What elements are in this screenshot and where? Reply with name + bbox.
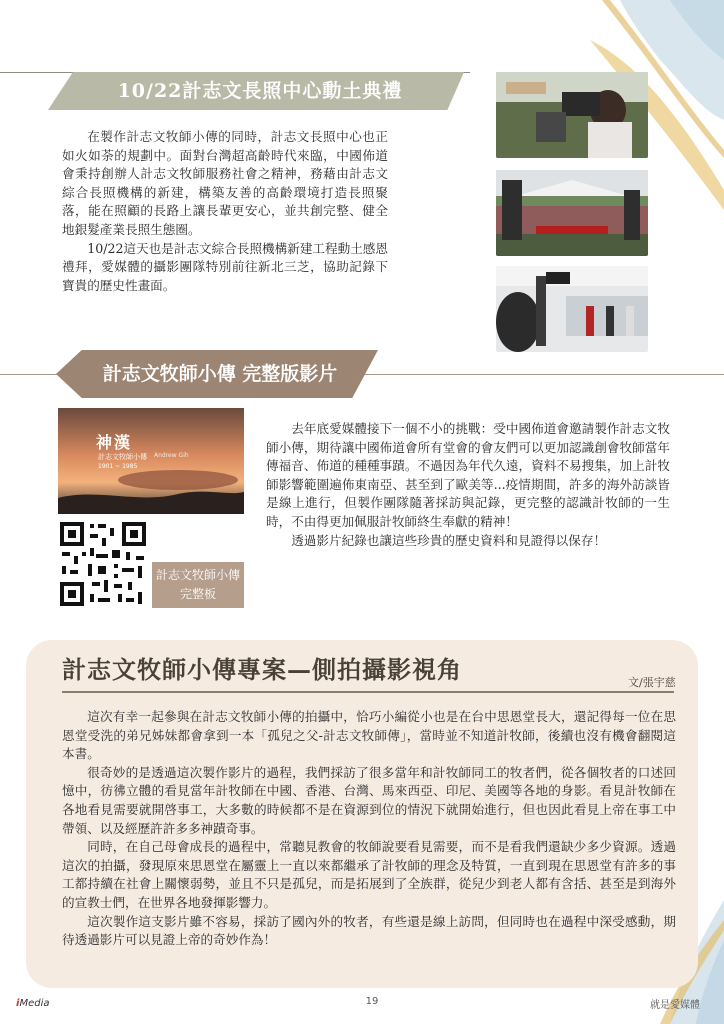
qr-code-label [152, 562, 244, 608]
section2-title: 計志文牧師小傳 完整版影片 [102, 363, 338, 385]
page-number: 19 [365, 996, 379, 1007]
groundbreaking-photo-cameraman [496, 72, 648, 158]
section2-paragraph: 去年底愛媒體接下一個不小的挑戰：受中國佈道會邀請製作計志文牧師小傳，期待讓中國佈道會所有堂會的會友們可以更加認識創會牧師當年傳福音、佈道的種種事蹟。不過因為年代久遠，資料不易搜集，加上計牧師影響範圍遍佈東南亞、甚至到了歐美等...疫情期間，許多的海外訪談皆是線上進行，但製作團隊隨著採訪與記錄，更完整的認識計牧師的一生時，不由得更加佩服計牧師終生奉獻的精神！ [266, 421, 670, 529]
thumbnail-subtitle: 計志文牧師小傳 [98, 453, 147, 461]
qr-label-line1: 計志文牧師小傳 [155, 568, 240, 582]
section1-paragraph: 在製作計志文牧師小傳的同時，計志文長照中心也正如火如荼的規劃中。面對台灣超高齡時代來臨，中國佈道會秉持創辦人計志文牧師服務社會之精神，務藉由計志文綜合長照機構的新建，構築友善的高齡環境打造長照聚落，能在照顧的長路上讓長輩更安心，並共創完整、健全地銀髮產業長照生態圈。 [62, 129, 388, 237]
section2-paragraph: 透過影片紀錄也讓這些珍貴的歷史資料和見證得以保存！ [291, 532, 607, 548]
footer-brand-text: 就是愛媒體 [650, 1000, 700, 1011]
thumbnail-english: Andrew Gih [154, 452, 189, 459]
section3-title: 計志文牧師小傳專案—側拍攝影視角 [62, 655, 462, 684]
section1-body [62, 128, 388, 295]
qr-label-line2: 完整板 [179, 587, 216, 601]
qr-code[interactable] [58, 520, 148, 608]
section3-paragraph: 同時，在自己母會成長的過程中，常聽見教會的牧師說要看見需要，而不是看我們還缺少多少資源。透過這次的拍攝，發現原來思恩堂在屬靈上一直以來都繼承了計牧師的理念及特質，一直到現在思恩堂有許多的事工都持續在社會上關懷弱勢，並且不只是孤兒，而是拓展到了全族群，從兒少到老人都有含括、甚至是到海外的宣教士們，在世界各地發揮影響力。 [62, 839, 676, 910]
sunset-thumbnail-image [58, 408, 244, 514]
section3-body [62, 708, 676, 950]
section1-title: 10/22計志文長照中心動土典禮 [117, 80, 403, 102]
thumbnail-title: 神漢 [96, 433, 133, 452]
section3-paragraph: 很奇妙的是透過這次製作影片的過程，我們採訪了很多當年和計牧師同工的牧者們，從各個牧者的口述回憶中，彷彿立體的看見當年計牧師在中國、香港、台灣、馬來西亞、印尼、美國等各地的身影。看見計牧師在各地看見需要就開啓事工，大多數的時候都不是在資源到位的情況下就開始進行，但也因此看見上帝在事工中帶領、以及經歷許許多多神蹟奇事。 [62, 764, 676, 836]
imedia-logo: iMedia [16, 998, 50, 1009]
thumbnail-years: 1901 ~ 1985 [98, 463, 138, 470]
groundbreaking-photo-ceremony [496, 266, 648, 352]
video-thumbnail[interactable] [58, 408, 244, 514]
section3-author: 文/張宇慈 [628, 676, 676, 689]
section3-paragraph: 這次製作這支影片雖不容易，採訪了國內外的牧者，有些還是線上訪問，但同時也在過程中深受感動，期待透過影片可以見證上帝的奇妙作為！ [62, 913, 676, 948]
section1-paragraph: 10/22這天也是計志文綜合長照機構新建工程動土感恩禮拜，愛媒體的攝影團隊特別前往新北三芝，協助記錄下寶貴的歷史性畫面。 [62, 240, 388, 293]
groundbreaking-photo-crowd [496, 170, 648, 256]
logo-text: Media [19, 998, 50, 1009]
section3-title-rule [62, 691, 674, 693]
section2-body [266, 420, 670, 550]
section3-paragraph: 這次有幸一起參與在計志文牧師小傳的拍攝中，恰巧小編從小也是在台中思恩堂長大，還記得每一位在思恩堂受洗的弟兄姊妹都會拿到一本「孤兒之父-計志文牧師傳」，當時並不知道計牧師，後續也沒有機會翻閱這本書。 [62, 709, 676, 762]
